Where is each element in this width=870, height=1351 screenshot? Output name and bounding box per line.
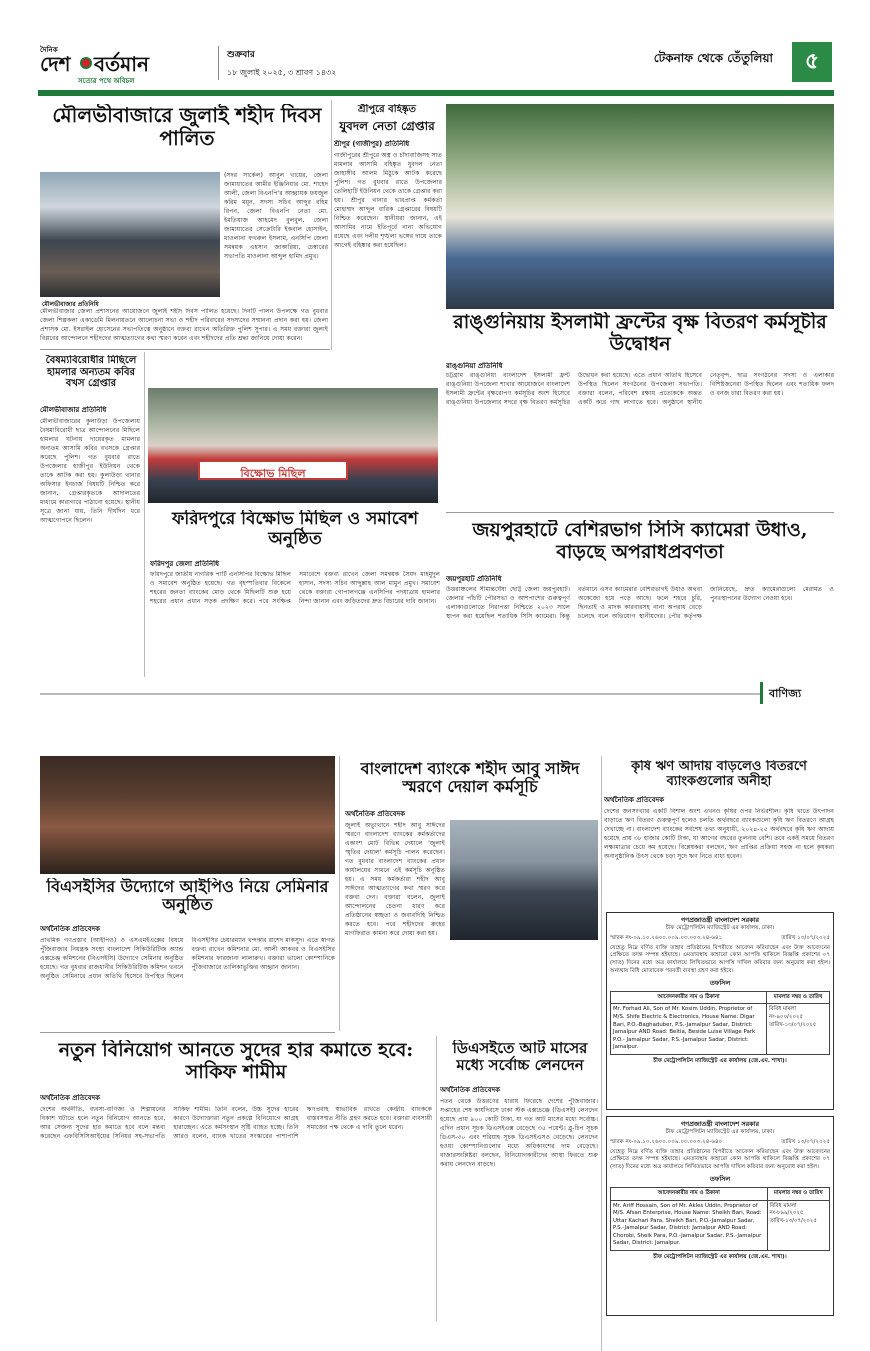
caption-moulvibazar: মৌলভীবাজার প্রতিনিধি bbox=[40, 298, 220, 311]
byline-interest: অর্থনৈতিক প্রতিবেদক bbox=[40, 1094, 101, 1102]
notice-cell: বিবিধ মামলা নং-৯০০/২০২৫ তারিখ-১৩/০৭/২০২৫ bbox=[767, 1004, 830, 1054]
photo-moulvibazar bbox=[40, 172, 220, 297]
text-moulvibazar-col: (সদর সার্কেল) আবুল খায়ের, জেলা জামায়াতের আমীর ইঞ্জিনিয়ার মো. শাহেদ আলী, জেলা বিএনপি'র আহ্বায়ক ফয়জুল করিম ময়ূন, সদস্য সচিব আব্দুর রহিম রিপন, জেলা বিএনপি নেতা মো. ইমতিয়াজ আহমেদ বুলবুল, জেলা জামায়াতের সেক্রেটারি ইকবাল হোসাইন, মাওলানা ফখরুল ইসলাম, এনসিপি জেলা সমন্বয়ক এহসান জাকারিয়া, চেম্বারের সভাপতি মাওলানা আব্দুল হামিদ প্রমুখ। bbox=[224, 172, 328, 260]
section-title: টেকনাফ থেকে তেঁতুলিয়া bbox=[653, 51, 773, 65]
text-joypurhat: উত্তরাঞ্চলের সীমান্তঘেঁষা ছোট্ট জেলা জয়পুরহাট। জেলার পাঁচটি পৌরসভা ও আশপাশের গুরুত্বপূর্ণ এলাকাগুলোতে নিরাপত্তা নিশ্চিতে ২০২৩ সালে স্থাপন করা হয়েছিল শতাধিক সিসি ক্যামেরা। কিন্তু বর্তমানে এসব ক্যামেরার বেশিরভাগই উধাও অথবা অকেজো হয়ে পড়ে আছে। ফলে শহরে চুরি, ছিনতাই ও মাদক কারবারসহ নানা অপরাধ বেড়ে চলেছে বলে অভিযোগ স্থানীয়দের। পৌর কর্তৃপক্ষ জানিয়েছে, দ্রুত ক্যামেরাগুলো মেরামত ও পুনঃস্থাপনের উদ্যোগ নেওয়া হবে। bbox=[446, 586, 834, 620]
headline-bangladesh-bank: বাংলাদেশ ব্যাংকে শহীদ আবু সাঈদ স্মরণে দেয়াল কর্মসূচি bbox=[360, 760, 580, 797]
headline-joypurhat: জয়পুরহাটে বেশিরভাগ সিসি ক্যামেরা উধাও, বাড়ছে অপরাধপ্রবণতা bbox=[472, 520, 808, 563]
byline-bangladesh-bank: অর্থনৈতিক প্রতিবেদক bbox=[345, 810, 406, 818]
photo-faridpur bbox=[148, 388, 438, 503]
notice-table-title: তফসিল bbox=[709, 978, 731, 987]
photo-ipo bbox=[40, 756, 335, 874]
text-dse: পতন থেকে উত্তরণের ধারায় ফিরেছে দেশের পুঁজিবাজার। সপ্তাহের শেষ কার্যদিবসে ঢাকা স্টক এক্সচেঞ্জে (ডিএসই) লেনদেন হয়েছে প্রায় ৯০০ কোটি টাকা, যা গত আট মাসের মধ্যে সর্বোচ্চ। এদিন প্রধান সূচক ডিএসইএক্স বেড়েছে ৩৫ পয়েন্ট। ব্লু-চিপ সূচক ডিএস-৩০ এবং শরিয়াহ সূচক ডিএসইএসও বেড়েছে। লেনদেন হওয়া কোম্পানিগুলোর মধ্যে অধিকাংশের দাম বেড়েছে। বাজারসংশ্লিষ্টরা বলছেন, বিনিয়োগকারীদের আস্থা ফিরতে শুরু করায় লেনদেন বাড়ছে। bbox=[440, 1098, 598, 1168]
issue-day: শুক্রবার bbox=[227, 50, 255, 60]
byline-krishi: অর্থনৈতিক প্রতিবেদক bbox=[604, 796, 665, 804]
section-rule-banijjo bbox=[40, 693, 834, 695]
photo-rangunia bbox=[446, 104, 834, 309]
notice-table-title: তফসিল bbox=[709, 1175, 731, 1184]
section-tab-banijjo: বাণিজ্য bbox=[760, 682, 834, 704]
legal-notice bbox=[606, 1116, 834, 1316]
brand-logo bbox=[38, 44, 208, 84]
byline-boishommo: মৌলভীবাজার প্রতিনিধি bbox=[40, 406, 107, 414]
brand-dot-icon bbox=[80, 57, 92, 69]
byline-joypurhat: জয়পুরহাট প্রতিনিধি bbox=[446, 575, 502, 583]
notice-table bbox=[610, 1187, 830, 1251]
brand-slogan: সত্যের পথে অবিচল bbox=[78, 77, 135, 84]
notice-office: চীফ মেট্রোপলিটন ম্যাজিস্ট্রেট এর কার্যালয়, ঢাকা। bbox=[665, 1128, 775, 1135]
text-ipo: প্রাথমিক গণপ্রস্তাব (আইপিও) ও এসএমইএক্সের বিষয়ে পুঁজিবাজার নিয়ন্ত্রক সংস্থা বাংলাদেশ সিকিউরিটিজ অ্যান্ড এক্সচেঞ্জ কমিশনের (বিএসইসি) উদ্যোগে সেমিনার অনুষ্ঠিত হয়েছে। গত বুধবার রাজধানীর সিকিউরিটিজ কমিশন ভবনে অনুষ্ঠিত সেমিনারে প্রধান অতিথি হিসেবে উপস্থিত ছিলেন বিএসইসির চেয়ারম্যান খন্দকার রাশেদ মাকসুদ। এতে স্বাগত বক্তব্য রাখেন কমিশনার মো. আলী আকবর ও বিএসইসির কমিশনার ফারজানা লালারুখ। বক্তারা ভালো কোম্পানিকে পুঁজিবাজারে তালিকাভুক্তির আহ্বান জানান। bbox=[40, 937, 335, 980]
notice-table bbox=[610, 991, 830, 1055]
notice-col-header: মামলার নম্বর ও তারিখ bbox=[767, 991, 830, 1004]
text-moulvibazar-main: মৌলভীবাজার জেলা প্রশাসনের আয়োজনে জুলাই শহীদ দিবস পালিত হয়েছে। দিনটি পালন উপলক্ষে গত বুধবার জেলা শিল্পকলা একাডেমি মিলনায়তনে আলোচনা সভা ও শহীদ পরিবারের সদস্যদের সম্মাননা প্রদান করা হয়। জেলা প্রশাসক মো. ইসরাইল হোসেনের সভাপতিত্বে অনুষ্ঠানে বক্তব্য রাখেন অতিরিক্ত পুলিশ সুপার। এ সময় বক্তারা জুলাই বিপ্লবের আন্দোলনে শহীদদের আত্মত্যাগের কথা স্মরণ করেন এবং শহীদদের প্রতি শ্রদ্ধা জানিয়ে দোয়া করেন। bbox=[40, 308, 328, 342]
divider bbox=[331, 100, 332, 350]
notice-cell: Mr. Ariff Hossain, Son of Mr. Akles Uddin, Proprietor of M/S. Afsan Enterprise, House Name: Sheikh Bari, Road: Uttar Kachari Para, Sheikh Bari, P.O.-Jamalpur Sadar, P.S.-Jamalpur Sadar, District: Jamalpur AND Road: Chorobi, Sheik Para, P.O.-Jamalpur Sadar, P.S.-Jamalpur Sadar, District: Jamalpur. bbox=[611, 1200, 768, 1250]
page-number: ৫ bbox=[792, 42, 832, 82]
date-bar bbox=[218, 46, 398, 80]
divider bbox=[144, 352, 145, 677]
issue-date: ১৮ জুলাই ২০২৫, ৩ শ্রাবণ ১৪৩২ bbox=[227, 68, 337, 77]
notice-title: গণপ্রজাতন্ত্রী বাংলাদেশ সরকার bbox=[681, 916, 759, 924]
text-boishommo: মৌলভীবাজারের কুলাউড়া উপজেলায় বৈষম্যবিরোধী ছাত্র আন্দোলনের মিছিলে হামলার ঘটনায় দায়েরকৃত মামলার অন্যতম আসামি কবির বখসকে গ্রেপ্তার করেছে পুলিশ। গত বুধবার রাতে উপজেলার হাজীপুর ইউনিয়ন থেকে তাকে আটক করা হয়। কুলাউড়া থানার অফিসার ইনচার্জ বিষয়টি নিশ্চিত করে জানান, গ্রেপ্তারকৃতকে আদালতের মাধ্যমে কারাগারে পাঠানো হয়েছে। স্থানীয় সূত্রে জানা যায়, তিনি দীর্ঘদিন ধরে আত্মগোপনে ছিলেন। bbox=[40, 418, 140, 524]
headline-sreepur: যুবদল নেতা গ্রেপ্তার bbox=[339, 120, 435, 133]
masthead bbox=[38, 40, 838, 88]
headline-krishi: কৃষি ঋণ আদায় বাড়লেও বিতরণে ব্যাংকগুলোর অনীহা bbox=[631, 760, 807, 789]
divider bbox=[436, 1036, 437, 1321]
brand-small: দৈনিক bbox=[40, 46, 58, 54]
photo-bangladesh-bank bbox=[450, 820, 598, 940]
headline-rangunia: রাঙ্গুনিয়ায় ইসলামী ফ্রন্টের বৃক্ষ বিতরণ কর্মসূচীর উদ্বোধন bbox=[453, 312, 827, 355]
notice-cell: বিবিধ মামলা নং-৮৯৯/২০২৫ তারিখ-১৩/০৭/২০২৫ bbox=[767, 1200, 829, 1250]
text-faridpur: ফরিদপুরে জাতীয় নাগরিক পার্টি এনসিপির বিক্ষোভ মিছিল ও সমাবেশ অনুষ্ঠিত হয়েছে। গত বৃহস্পতিবার বিকেলে শহরের জনতা ব্যাংকের মোড় থেকে মিছিলটি শুরু হয়ে শহরের প্রধান প্রধান সড়ক প্রদক্ষিণ করে। পরে সংক্ষিপ্ত সমাবেশে বক্তব্য রাখেন জেলা সমন্বয়ক সৈয়দ মাহমুদুল হাসান, সদস্য সচিব আব্দুল্লাহ আল মামুন প্রমুখ। সমাবেশ থেকে বক্তারা গোপালগঞ্জে এনসিপির পদযাত্রায় হামলার নিন্দা জানান এবং জড়িতদের দ্রুত বিচারের দাবি জানান। bbox=[150, 571, 440, 605]
notice-title: গণপ্রজাতন্ত্রী বাংলাদেশ সরকার bbox=[681, 1120, 759, 1128]
notice-date: তারিখ ১৩/০৭/২০২৫ bbox=[781, 934, 830, 941]
divider bbox=[339, 756, 340, 1031]
text-interest: দেশের অর্থনীতি, ব্যবসা-বাণিজ্য ও শিল্পায়নের বিকাশ ঘটাতে হলে নতুন বিনিয়োগ আনতে হবে, আর সেজন্য সুদের হার কমাতে হবে বলে মন্তব্য করেছেন এফবিসিসিআইয়ের সিনিয়র সহ-সভাপতি সাকিফ শামীম। তিনি বলেন, উচ্চ সুদের হারের কারণে উদ্যোক্তারা নতুন প্রকল্পে বিনিয়োগে আগ্রহ হারাচ্ছেন। এতে কর্মসংস্থান সৃষ্টি ব্যাহত হচ্ছে। তিনি আরও বলেন, ব্যাংক খাতের সংস্কারের পাশাপাশি ঋণপ্রবাহ স্বাভাবিক রাখতে কেন্দ্রীয় ব্যাংককে বাস্তবসম্মত নীতি গ্রহণ করতে হবে। বক্তারা ব্যবসায়ী সমাজের পক্ষ থেকে এ দাবি তুলে ধরেন। bbox=[40, 1106, 432, 1140]
legal-notice bbox=[606, 912, 834, 1110]
headline-boishommo: বৈষম্যবিরোধীর মিছিলে হামলার অন্যতম কবির বখস গ্রেপ্তার bbox=[45, 355, 137, 389]
headline-dse: ডিএসইতে আট মাসের মধ্যে সর্বোচ্চ লেনদেন bbox=[452, 1040, 588, 1075]
notice-col-header: মামলার নম্বর ও তারিখ bbox=[767, 1188, 829, 1201]
notice-footer: চীফ মেট্রোপলিটন ম্যাজিস্ট্রেট এর কার্যালয় (জে.এম. শাখা)। bbox=[653, 1254, 787, 1261]
divider bbox=[40, 1032, 335, 1033]
faridpur-banner: বিক্ষোভ মিছিল bbox=[198, 460, 348, 480]
text-rangunia: চট্টগ্রাম রাঙ্গুনিয়া বাংলাদেশ ইসলামী ফ্রন্ট রাঙ্গুনিয়া উপজেলা শাখার আয়োজনে বাংলাদেশ ইসলামী ফ্রন্টের বৃক্ষরোপণ কর্মসূচির অংশ হিসেবে রাঙ্গুনিয়া উপজেলার সদরে বৃক্ষ বিতরণ কর্মসূচির উদ্বোধন করা হয়েছে। এতে প্রধান অতিথি হিসেবে উপস্থিত ছিলেন সংগঠনের উপজেলা সভাপতি। বক্তারা বলেন, পরিবেশ রক্ষায় প্রত্যেককে অন্তত একটি করে গাছ লাগাতে হবে। অনুষ্ঠানে স্থানীয় নেতৃবৃন্দ, ছাত্র সংগঠনের সদস্য ও এলাকার বিশিষ্টজনেরা উপস্থিত ছিলেন এবং শতাধিক ফলদ ও বনজ চারা বিতরণ করা হয়। bbox=[446, 372, 834, 406]
brand-name-part1: দেশ bbox=[40, 52, 71, 76]
notice-cell: Mr. Forhad Ali, Son of Mr. Kosim Uddin, Proprietor of M/S. Shife Electric & Electronics, House Name: Digar Bari, P.O.-Baghaduber, P.S.-Jamalpur Sadar, District: Jamalpur AND Road: Beltia, Beside Luise Village Park P.O.- Jamalpur Sadar, P.S.-Jamalpur Sadar, District: Jamalpur. bbox=[611, 1004, 767, 1054]
notice-office: চীফ মেট্রোপলিটন ম্যাজিস্ট্রেট এর কার্যালয়, ঢাকা। bbox=[665, 924, 775, 931]
divider bbox=[601, 756, 602, 1351]
notice-date: তারিখ ১৩/০৭/২০২৫ bbox=[781, 1138, 830, 1145]
byline-faridpur: ফরিদপুর জেলা প্রতিনিধি bbox=[150, 560, 220, 568]
divider bbox=[40, 349, 330, 350]
notice-col-header: আবেদনকারীর নাম ও ঠিকানা bbox=[611, 1188, 768, 1201]
text-sreepur: গাজীপুরের শ্রীপুরে অস্ত্র ও চাঁদাবাজিসহ সাত মামলার আসামি বহিষ্কৃত যুবদল নেতা জাহাঙ্গীর আলম মিঠুকে আটক করেছে পুলিশ। গত বুধবার রাতে উপজেলার তেলিহাটি ইউনিয়ন থেকে তাকে গ্রেপ্তার করা হয়। শ্রীপুর থানার ভারপ্রাপ্ত কর্মকর্তা মোহাম্মদ আব্দুল বারিক গ্রেপ্তারের বিষয়টি নিশ্চিত করেছেন। স্থানীয়রা জানান, এই আসামির নামে ইতিপূর্বে নানা অভিযোগ রয়েছে এবং দলীয় শৃঙ্খলা ভঙ্গের দায়ে তাকে আগেই বহিষ্কার করা হয়েছিল। bbox=[334, 152, 442, 249]
kicker-sreepur: শ্রীপুরে বহিষ্কৃত bbox=[357, 104, 417, 115]
notice-col-header: আবেদনকারীর নাম ও ঠিকানা bbox=[611, 991, 767, 1004]
headline-moulvibazar: মৌলভীবাজারে জুলাই শহীদ দিবস পালিত bbox=[52, 104, 322, 150]
byline-dse: অর্থনৈতিক প্রতিবেদক bbox=[440, 1086, 501, 1094]
notice-memo: স্মারক নং-০৯.১০.২৬০০.০০৯.০৩.০০৩.২৪-৬৪০ bbox=[610, 1138, 723, 1145]
headline-faridpur: ফরিদপুরে বিক্ষোভ মিছিল ও সমাবেশ অনুষ্ঠিত bbox=[171, 510, 419, 549]
notice-body: যেহেতু নিম্নে বর্ণিত ব্যক্তি তাহার প্রতিষ্ঠানের বিপরীতে আবেদন করিয়াছেন এবং উক্ত আবেদনের প্রেক্ষিতে তদন্ত সম্পন্ন হইয়াছে। এমতাবস্থায় কাহারো কোন আপত্তি থাকিলে বিজ্ঞপ্তি প্রকাশের ০৭ (সাত) দিনের মধ্যে অত্র কার্যালয়ে লিখিতভাবে আপত্তি দাখিল করিবার জন্য অনুরোধ করা হইল। অন্যথায় বিধি মোতাবেক পরবর্তী ব্যবস্থা গ্রহণ করা হইবে। bbox=[610, 944, 830, 975]
notice-memo: স্মারক নং-০৯.১০.২৬০০.০০৯.০৩.০০৩.২৪-৬৪১ bbox=[610, 934, 723, 941]
notice-body: যেহেতু নিম্নে বর্ণিত ব্যক্তি তাহার প্রতিষ্ঠানের বিপরীতে আবেদন করিয়াছেন এবং উক্ত আবেদনের প্রেক্ষিতে তদন্ত সম্পন্ন হইয়াছে। এমতাবস্থায় কাহারো কোন আপত্তি থাকিলে বিজ্ঞপ্তি প্রকাশের ০৭ (সাত) দিনের মধ্যে অত্র কার্যালয়ে লিখিতভাবে আপত্তি দাখিল করিবার জন্য অনুরোধ করা হইল। bbox=[610, 1148, 830, 1171]
masthead-rule bbox=[38, 90, 834, 96]
byline-sreepur: শ্রীপুর (গাজীপুর) প্রতিনিধি bbox=[334, 140, 410, 148]
text-krishi: দেশের জনসংখ্যার একটি বিশাল অংশ এখনও কৃষির ওপর নির্ভরশীল। কৃষি খাতে উৎপাদন বাড়াতে ঋণ বিতরণ গুরুত্বপূর্ণ হলেও চলতি অর্থবছরে ব্যাংকগুলো কৃষি ঋণ বিতরণে আগ্রহ দেখাচ্ছে না। বাংলাদেশ ব্যাংকের সর্বশেষ তথ্য অনুযায়ী, ২০২৪-২৫ অর্থবছরে কৃষি ঋণ আদায় হয়েছে প্রায় ৩৮ হাজার কোটি টাকা, যা আগের বছরের তুলনায় বেশি। তবে একই সময়ে বিতরণ লক্ষ্যমাত্রার চেয়ে কম হয়েছে। বিশ্লেষকরা বলছেন, ঋণ প্রাপ্তির প্রক্রিয়া সহজ না হলে কৃষকরা অনানুষ্ঠানিক উৎস থেকে চড়া সুদে ঋণ নিতে বাধ্য হবেন। bbox=[604, 808, 834, 860]
byline-ipo: অর্থনৈতিক প্রতিবেদক bbox=[40, 925, 101, 933]
notice-footer: চীফ মেট্রোপলিটন ম্যাজিস্ট্রেট এর কার্যালয় (জে.এম. শাখা)। bbox=[653, 1057, 787, 1064]
byline-rangunia: রাঙ্গুনিয়া প্রতিনিধি bbox=[446, 362, 503, 370]
divider bbox=[446, 512, 834, 513]
headline-ipo: বিএসইসির উদ্যোগে আইপিও নিয়ে সেমিনার অনুষ্ঠিত bbox=[46, 878, 329, 915]
brand-name-part2: বর্তমান bbox=[94, 52, 149, 76]
headline-interest: নতুন বিনিয়োগ আনতে সুদের হার কমাতে হবে: সাকিফ শামীম bbox=[58, 1040, 414, 1083]
text-bangladesh-bank: জুলাই অভ্যুত্থানে শহীদ আবু সাঈদের স্মরণে বাংলাদেশ ব্যাংকের কর্মকর্তাদের একাংশ মোট বিভিন্ন দেয়ালে 'জুলাই স্মৃতির দেয়াল' কর্মসূচি পালন করেছেন। গত বুধবার বাংলাদেশ ব্যাংকের প্রধান কার্যালয়ের সামনে এই কর্মসূচি অনুষ্ঠিত হয়। এ সময় কর্মকর্তারা শহীদ আবু সাঈদের আত্মত্যাগের কথা স্মরণ করে বক্তব্য দেন। বক্তারা বলেন, জুলাই আন্দোলনের চেতনা ধারণ করে প্রতিষ্ঠানের স্বচ্ছতা ও জবাবদিহি নিশ্চিত করতে হবে। পরে শহীদদের রুহের মাগফিরাত কামনা করে দোয়া করা হয়। bbox=[345, 822, 445, 937]
